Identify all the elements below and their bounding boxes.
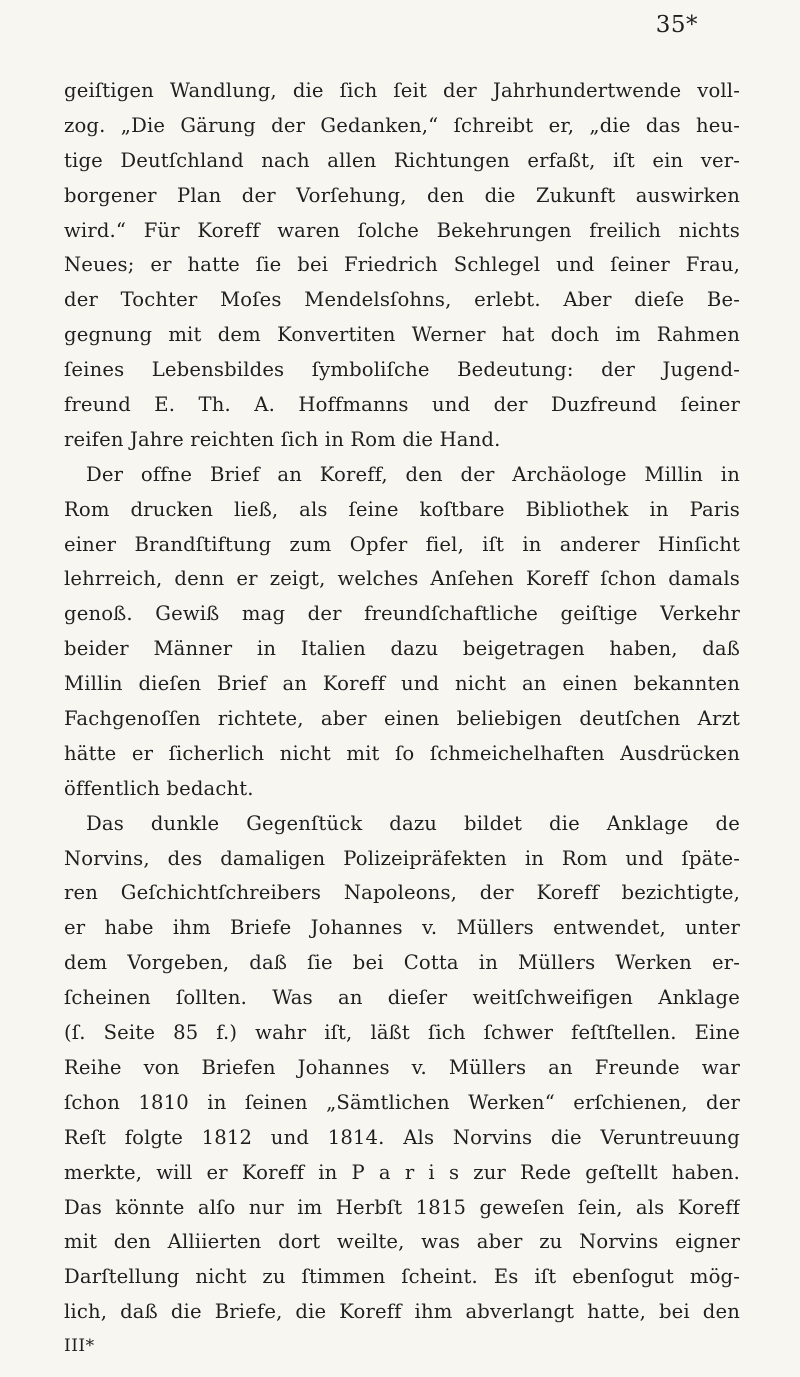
signature-mark: III* [64,1336,95,1356]
text-line: wird.“ Für Koreff waren ſolche Bekehrungen freilich nichts [64,218,740,242]
text-line: Das dunkle Gegenſtück dazu bildet die Anklage de [86,811,740,835]
text-line: (ſ. Seite 85 f.) wahr iſt, läßt ſich ſchwer feſtſtellen. Eine [64,1021,740,1045]
text-line: tige Deutſchland nach allen Richtungen erfaßt, iſt ein ver- [64,148,740,172]
text-line: borgener Plan der Vorſehung, den die Zukunft auswirken [64,183,740,207]
text-line: Norvins, des damaligen Polizeipräfekten in Rom und ſpäte- [64,846,740,870]
text-line: zog. „Die Gärung der Gedanken,“ ſchreibt er, „die das heu- [64,113,740,137]
text-line: Neues; er hatte ſie bei Friedrich Schlegel und ſeiner Frau, [64,253,740,277]
text-line: der Tochter Moſes Mendelsſohns, erlebt. Aber dieſe Be- [64,288,740,312]
page-number: 35* [655,12,698,38]
text-line: lich, daß die Briefe, die Koreff ihm abverlangt hatte, bei den [64,1300,740,1324]
text-line: dem Vorgeben, daß ſie bei Cotta in Müllers Werken er- [64,951,740,975]
text-line: er habe ihm Briefe Johannes v. Müllers entwendet, unter [64,916,740,940]
text-line: beider Männer in Italien dazu beigetragen haben, daß [64,637,740,661]
text-line: hätte er ſicherlich nicht mit ſo ſchmeichelhaften Ausdrücken [64,741,740,765]
text-line: Millin dieſen Brief an Koreff und nicht an einen bekannten [64,672,740,696]
text-line: öffentlich bedacht. [64,776,254,800]
text-line: Das könnte alſo nur im Herbſt 1815 geweſen ſein, als Koreff [64,1195,740,1219]
text-line: Rom drucken ließ, als ſeine koſtbare Bibliothek in Paris [64,497,740,521]
text-line: geiſtigen Wandlung, die ſich ſeit der Jahrhundertwende voll- [64,79,740,102]
text-line: mit den Alliierten dort weilte, was aber zu Norvins eigner [64,1230,740,1254]
text-line: gegnung mit dem Konvertiten Werner hat doch im Rahmen [64,323,740,347]
text-line: ſchon 1810 in ſeinen „Sämtlichen Werken“ erſchienen, der [64,1090,740,1114]
text-line: reifen Jahre reichten ſich in Rom die Hand. [64,427,501,451]
text-line: Reſt folgte 1812 und 1814. Als Norvins die Veruntreuung [64,1125,740,1149]
text-line: Fachgenoſſen richtete, aber einen beliebigen deutſchen Arzt [64,707,740,731]
text-line: Reihe von Briefen Johannes v. Müllers an Freunde war [64,1055,740,1079]
text-line: einer Brandſtiftung zum Opfer fiel, iſt in anderer Hinſicht [64,532,740,556]
text-line: Darſtellung nicht zu ſtimmen ſcheint. Es iſt ebenſogut mög- [64,1265,740,1289]
text-line: Der offne Brief an Koreff, den der Archäologe Millin in [86,462,740,486]
text-line: lehrreich, denn er zeigt, welches Anſehen Koreff ſchon damals [64,567,740,591]
text-line: merkte, will er Koreff in P a r i s zur Rede geſtellt haben. [64,1160,740,1184]
text-line: genoß. Gewiß mag der freundſchaftliche geiſtige Verkehr [64,602,740,626]
text-line: freund E. Th. A. Hoffmanns und der Duzfreund ſeiner [64,393,740,417]
text-line: ſeines Lebensbildes ſymboliſche Bedeutung: der Jugend- [64,358,740,382]
body-text [64,74,740,1330]
text-line: ren Geſchichtſchreibers Napoleons, der Koreff bezichtigte, [64,881,740,905]
text-line: ſcheinen ſollten. Was an dieſer weitſchweifigen Anklage [64,986,740,1010]
